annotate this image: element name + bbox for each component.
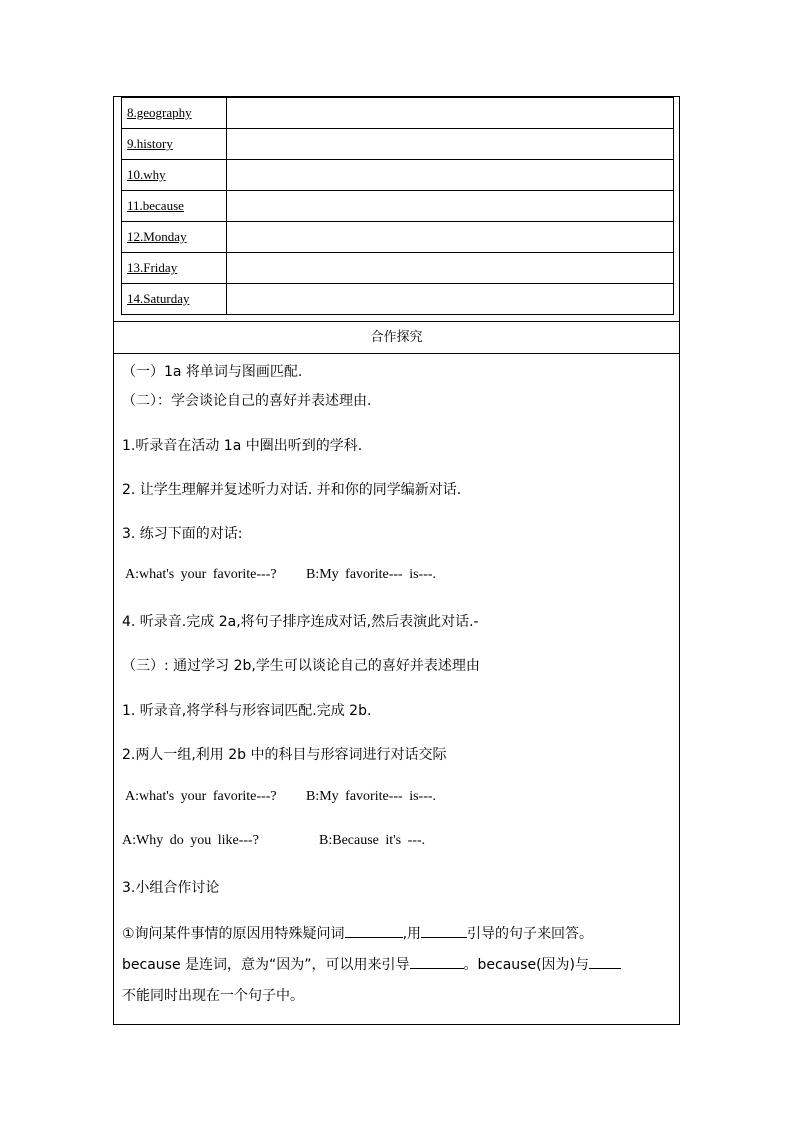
task-retell-dialogue: 2. 让学生理解并复述听力对话. 并和你的同学编新对话. [122,482,462,498]
vocab-word: 11.because [127,198,184,213]
section-title: 合作探究 [114,321,679,354]
vocabulary-table [121,97,674,315]
vocab-word-cell [122,284,227,315]
dialogue-b-favorite: B:My favorite--- is---. [306,567,437,582]
vocab-answer-cell[interactable] [227,191,674,222]
vocab-row [122,284,674,315]
answer-blank[interactable] [589,954,621,969]
vocab-row [122,98,674,129]
vocab-row [122,129,674,160]
vocab-answer-cell[interactable] [227,160,674,191]
vocab-answer-cell[interactable] [227,253,674,284]
vocab-answer-cell[interactable] [227,98,674,129]
vocab-word-cell [122,98,227,129]
step-two-heading: （二）：学会谈论自己的喜好并表述理由. [122,393,372,409]
vocab-row [122,160,674,191]
vocab-row [122,253,674,284]
worksheet-frame [113,96,680,1025]
dialogue-a-favorite-2: A:what's your favorite---? [125,789,277,804]
dialogue-b-favorite-2: B:My favorite--- is---. [306,789,437,804]
step-three-heading: （三）: 通过学习 2b,学生可以谈论自己的喜好并表述理由 [122,658,480,674]
grammar-note-text: because 是连词，意为“因为”，可以用来引导 [122,957,410,973]
task-listen-circle: 1.听录音在活动 1a 中圈出听到的学科. [122,438,363,454]
step-one-line: （一）1a 将单词与图画匹配. [122,364,303,380]
dialogue-a-why: A:Why do you like---? [122,833,259,848]
answer-blank[interactable] [410,954,464,969]
vocab-row [122,191,674,222]
vocab-word: 10.why [127,167,166,182]
vocab-word: 9.history [127,136,173,151]
vocab-word: 12.Monday [127,229,187,244]
task-listen-2a: 4. 听录音.完成 2a,将句子排序连成对话,然后表演此对话.- [122,614,479,630]
answer-blank[interactable] [421,923,467,938]
task-group-discussion: 3.小组合作讨论 [122,880,220,896]
task-pair-work: 2.两人一组,利用 2b 中的科目与形容词进行对话交际 [122,747,447,763]
vocab-word: 14.Saturday [127,291,190,306]
grammar-note-text: ①询问某件事情的原因用特殊疑问词 [122,926,345,942]
vocab-word: 13.Friday [127,260,178,275]
dialogue-b-because: B:Because it's ---. [319,833,426,848]
answer-blank[interactable] [345,923,403,938]
vocab-answer-cell[interactable] [227,129,674,160]
vocab-word: 8.geography [127,105,192,120]
vocab-word-cell [122,191,227,222]
vocab-row [122,222,674,253]
vocab-word-cell [122,160,227,191]
vocab-answer-cell[interactable] [227,222,674,253]
grammar-note-line-3: 不能同时出现在一个句子中。 [122,988,304,1004]
dialogue-a-favorite: A:what's your favorite---? [125,567,277,582]
grammar-note-line-2 [122,954,621,974]
grammar-note-text: 引导的句子来回答。 [467,926,594,942]
grammar-note-line-1 [122,923,593,943]
grammar-note-text: 。because(因为)与 [463,957,589,973]
task-practice-dialogue: 3. 练习下面的对话: [122,526,243,542]
grammar-note-text: ,用 [402,926,422,942]
vocab-word-cell [122,222,227,253]
task-match-2b: 1. 听录音,将学科与形容词匹配.完成 2b. [122,703,372,719]
vocab-word-cell [122,253,227,284]
vocab-word-cell [122,129,227,160]
vocab-answer-cell[interactable] [227,284,674,315]
